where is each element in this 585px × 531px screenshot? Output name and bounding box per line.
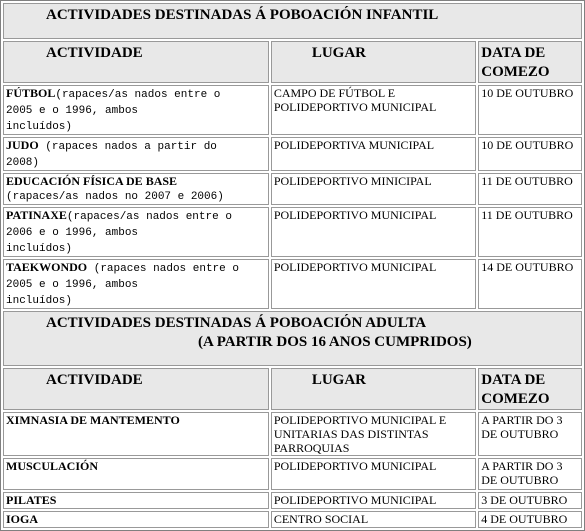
header-lugar-infantil: LUGAR [271,41,476,83]
lugar-cell: CENTRO SOCIAL [271,511,476,528]
data-cell: A PARTIR DO 3 DE OUTUBRO [478,412,582,456]
activity-detail: (rapaces/as nados no 2007 e 2006) [6,191,224,203]
lugar-cell: POLIDEPORTIVA MUNICIPAL [271,137,476,171]
activity-cell [3,458,269,490]
lugar-cell: POLIDEPORTIVO MUNICIPAL [271,458,476,490]
activity-name: XIMNASIA DE MANTEMENTO [6,413,180,427]
lugar-cell: POLIDEPORTIVO MUNICIPAL E UNITARIAS DAS DISTINTAS PARROQUIAS [271,412,476,456]
activity-cell: JUDO (rapaces nados a partir do 2008) [3,137,269,171]
data-cell: 14 DE OUTUBRO [478,259,582,309]
activity-cell: TAEKWONDO (rapaces nados entre o 2005 e o 1996, ambos incluídos) [3,259,269,309]
activity-name: TAEKWONDO [6,260,88,274]
activity-name: IOGA [6,512,39,526]
table-row [3,511,582,528]
data-cell: 11 DE OUTUBRO [478,173,582,205]
infantil-title: ACTIVIDADES DESTINADAS Á POBOACIÓN INFANTIL [46,7,439,23]
lugar-cell: POLIDEPORTIVO MUNICIPAL [271,207,476,257]
activity-name: PATINAXE [6,208,67,222]
activity-cell: PATINAXE(rapaces/as nados entre o 2006 e o 1996, ambos incluídos) [3,207,269,257]
table-row [3,85,582,135]
activity-name: PILATES [6,493,57,507]
header-actividade-adulta: ACTIVIDADE [3,368,269,410]
activity-cell: FÚTBOL(rapaces/as nados entre o 2005 e o 1996, ambos incluídos) [3,85,269,135]
lugar-cell: POLIDEPORTIVO MUNICIPAL [271,492,476,509]
header-data-infantil: DATA DE COMEZO [478,41,582,83]
activity-cell [3,492,269,509]
table-row [3,492,582,509]
activity-name: EDUCACIÓN FÍSICA DE BASE [6,174,178,188]
section-title-infantil [3,3,582,39]
data-cell: 4 DE OUTUBRO [478,511,582,528]
activity-cell [3,173,269,205]
activity-name: FÚTBOL [6,86,56,100]
activity-cell [3,412,269,456]
data-cell: 10 DE OUTUBRO [478,85,582,135]
table-row [3,458,582,490]
data-cell: 3 DE OUTUBRO [478,492,582,509]
lugar-cell: CAMPO DE FÚTBOL E POLIDEPORTIVO MUNICIPAL [271,85,476,135]
activity-detail: (rapaces/as nados entre o [55,89,221,101]
table-row [3,173,582,205]
table-row [3,207,582,257]
data-cell: 10 DE OUTUBRO [478,137,582,171]
activity-name: JUDO [6,138,39,152]
section-title-adulta [3,311,582,366]
activity-name: MUSCULACIÓN [6,459,99,473]
activity-detail: (rapaces nados entre o [87,263,239,275]
activity-detail: (rapaces/as nados entre o [66,211,232,223]
adulta-subtitle: (A PARTIR DOS 16 ANOS CUMPRIDOS) [198,334,472,350]
activity-cell [3,511,269,528]
table-row [3,412,582,456]
header-lugar-adulta: LUGAR [271,368,476,410]
activity-detail: (rapaces nados a partir do [38,141,217,153]
adulta-title: ACTIVIDADES DESTINADAS Á POBOACIÓN ADULTA [46,315,427,331]
data-cell: 11 DE OUTUBRO [478,207,582,257]
header-actividade-infantil: ACTIVIDADE [3,41,269,83]
lugar-cell: POLIDEPORTIVO MINICIPAL [271,173,476,205]
lugar-cell: POLIDEPORTIVO MUNICIPAL [271,259,476,309]
header-data-adulta: DATA DE COMEZO [478,368,582,410]
table-row [3,137,582,171]
data-cell: A PARTIR DO 3 DE OUTUBRO [478,458,582,490]
table-row [3,259,582,309]
